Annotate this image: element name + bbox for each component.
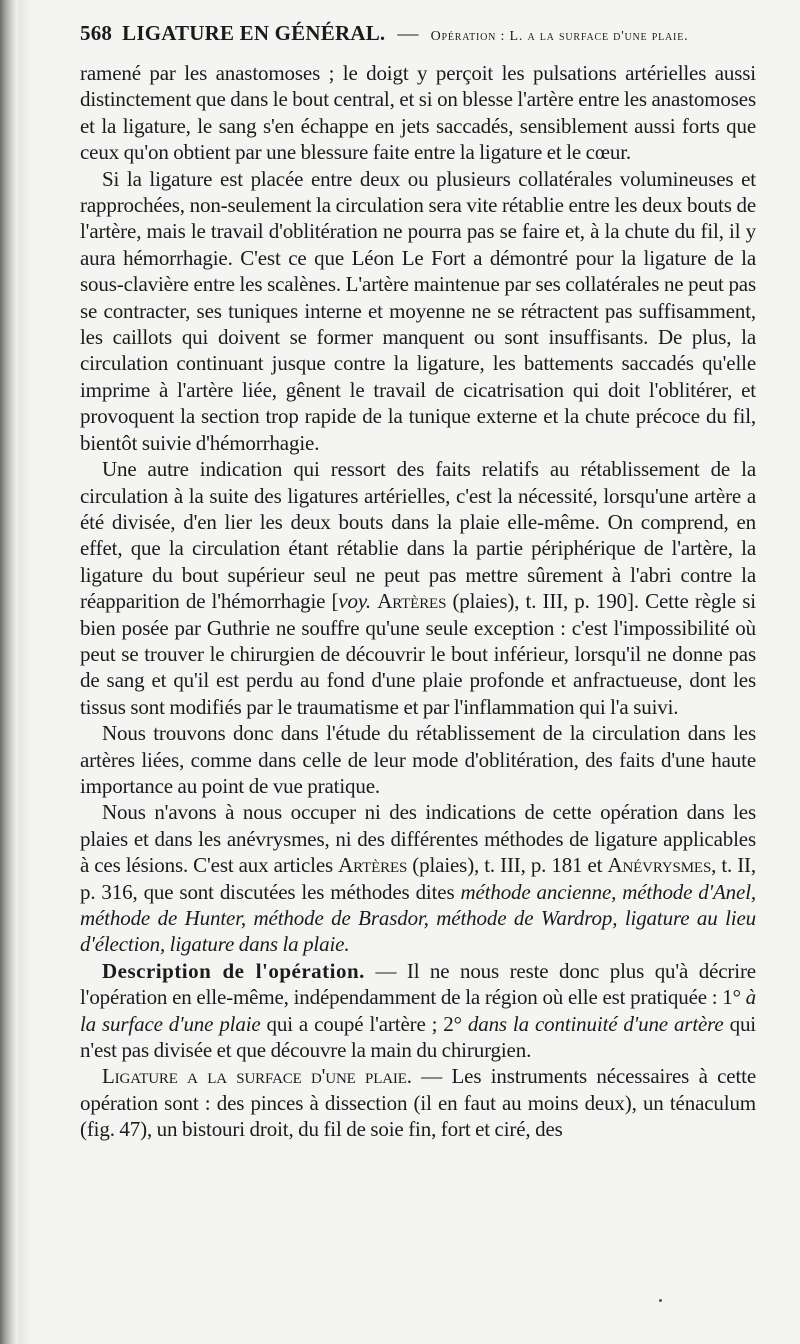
voy-reference: voy. bbox=[338, 589, 372, 614]
italic-continuite-artere: dans la continuité d'une artère bbox=[467, 1011, 724, 1036]
methods-list: méthode ancienne, méthode d'Anel, méthode de Hunter, méthode de Brasdor, méthode de Wardrop, ligature au lieu d'élection, ligature dans la plaie. bbox=[80, 879, 756, 957]
arteres-article-reference: Artères bbox=[338, 853, 408, 878]
paragraph-7-text-a: — Les instruments nécessaires à cette opération sont : des pinces à dissection (il en faut au moins deux), un ténaculum (fig. 47), un bistouri droit, du fil de soie fin, fort et ciré, des bbox=[80, 1064, 756, 1142]
page bbox=[80, 14, 756, 1143]
page-number: 568 bbox=[80, 21, 113, 45]
section-heading-ligature-surface: Ligature a la surface d'une plaie. bbox=[102, 1064, 412, 1089]
paragraph-5 bbox=[80, 799, 756, 957]
paragraph-5-text-b: (plaies), t. III, p. 181 et bbox=[407, 853, 608, 878]
paragraph-6-text-b: qui a coupé l'artère ; 2° bbox=[260, 1011, 468, 1036]
header-title: LIGATURE EN GÉNÉRAL. bbox=[122, 21, 386, 45]
paragraph-6 bbox=[80, 958, 756, 1064]
paragraph-1: ramené par les anastomoses ; le doigt y perçoit les pulsations artérielles aussi distinctement que dans le bout central, et si on blesse l'artère entre les anastomoses et la ligature, le sang s'en échappe en jets saccadés, sensiblement aussi forts que ceux qu'on obtient par une blessure faite entre la ligature et le cœur. bbox=[80, 61, 756, 165]
italic-surface-plaie: à la surface d'une plaie bbox=[80, 985, 756, 1036]
paragraph-3-text-b: (plaies), t. III, p. 190]. Cette règle si bien posée par Guthrie ne souffre qu'une seule exception : c'est l'impossibilité où peut se trouver le chirurgien de découvrir le bout inférieur, lorsqu'il ne donne pas de sang et qu'il est perdu au fond d'une plaie profonde et anfractueuse, dont les tissus sont modifiés par le traumatisme et par l'inflammation qui l'a suivi. bbox=[80, 589, 756, 719]
paragraph-5-text-a: Nous n'avons à nous occuper ni des indications de cette opération dans les plaies et dans les anévrysmes, ni des différentes méthodes de ligature applicables à ces lésions. C'est aux articles bbox=[80, 800, 756, 878]
paragraph-6-text-a: — Il ne nous reste donc plus qu'à décrire l'opération en elle-même, indépendamment de la région où elle est pratiquée : 1° bbox=[80, 958, 756, 1010]
paragraph-3 bbox=[80, 456, 756, 720]
paragraph-3-text-a: Une autre indication qui ressort des faits relatifs au rétablissement de la circulation à la suite des ligatures artérielles, c'est la nécessité, lorsqu'une artère a été divisée, d'en lier les deux bouts dans la plaie elle-même. On comprend, en effet, que la circulation étant rétablie dans la partie périphérique de l'artère, la ligature du bout supérieur seul ne peut pas mettre sûrement à l'abri contre la réapparition de l'hémorrhagie [ bbox=[80, 457, 756, 614]
header-dash: — bbox=[397, 21, 419, 45]
arteres-reference: Artères bbox=[377, 589, 447, 614]
anevrysmes-article-reference: Anévrysmes bbox=[607, 853, 712, 878]
paragraph-4: Nous trouvons donc dans l'étude du rétablissement de la circulation dans les artères liées, comme dans celle de leur mode d'oblitération, des faits d'une haute importance au point de vue pratique. bbox=[80, 721, 756, 798]
header-subtitle: Opération : L. a la surface d'une plaie. bbox=[430, 29, 689, 44]
paragraph-2: Si la ligature est placée entre deux ou plusieurs collatérales volumineuses et rapprochées, non-seulement la circulation sera vite rétablie entre les deux bouts de l'artère, mais le travail d'oblitération ne pourra pas se faire et, à la chute du fil, il y aura hémorrhagie. C'est ce que Léon Le Fort a démontré pour la ligature de la sous-clavière entre les scalènes. L'artère maintenue par ses collatérales ne peut pas se contracter, ses tuniques interne et moyenne ne se rétractent pas suffisamment, les caillots qui doivent se former manquent ou sont insuffisants. De plus, la circulation continuant jusque contre la ligature, les battements saccadés qu'elle imprime à l'artère liée, gênent le travail de cicatrisation qui doit l'oblitérer, et provoquent la section trop rapide de la tunique externe et la chute précoce du fil, bientôt suivie d'hémorrhagie. bbox=[80, 166, 756, 455]
paragraph-5-text-c: , t. II, p. 316, que sont discutées les méthodes dites bbox=[80, 853, 757, 904]
paragraph-7 bbox=[80, 1063, 756, 1142]
binding-shadow bbox=[18, 0, 32, 1344]
print-speck bbox=[659, 1299, 662, 1302]
section-heading-description: Description de l'opération. bbox=[102, 958, 365, 983]
running-header bbox=[80, 14, 756, 56]
paragraph-6-text-c: qui n'est pas divisée et que découvre la main du chirurgien. bbox=[80, 1011, 756, 1063]
book-binding-edge bbox=[0, 0, 18, 1344]
body-text bbox=[80, 60, 756, 1143]
